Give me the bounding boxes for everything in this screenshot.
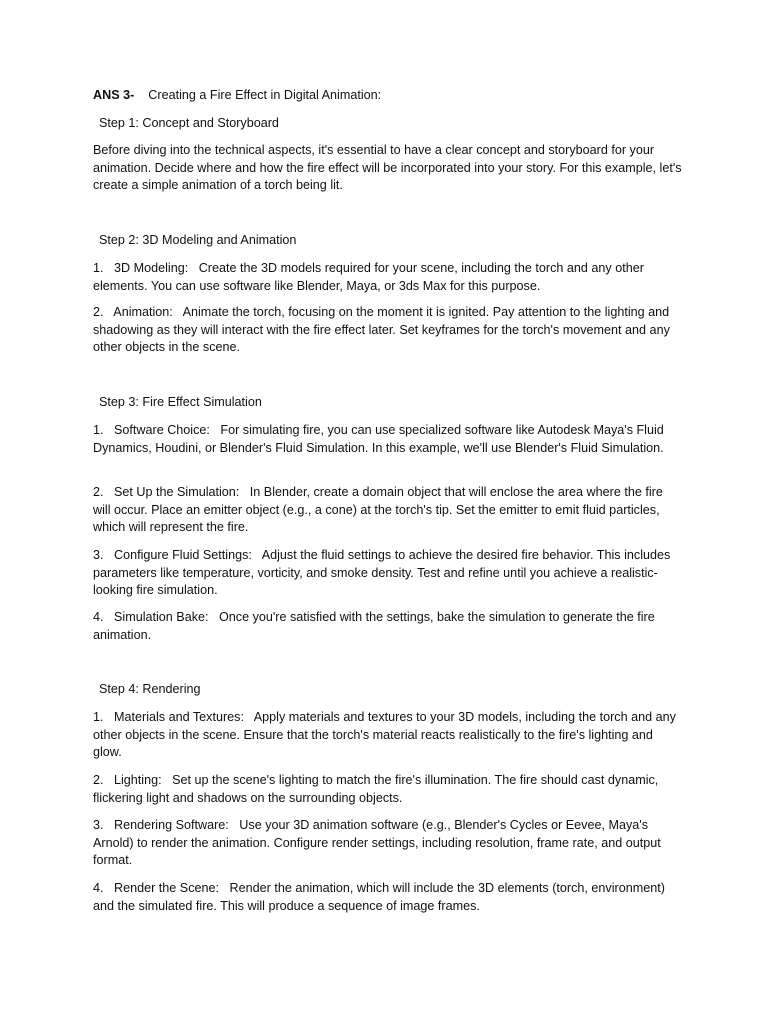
paragraph: 3. Rendering Software: Use your 3D animation software (e.g., Blender's Cycles or Eevee, Maya's Arnold) to render the animation. Configure render settings, including resolution, frame rate, and output format. <box>93 818 665 868</box>
step-heading: Step 2: 3D Modeling and Animation <box>99 233 297 247</box>
paragraph: 2. Animation: Animate the torch, focusing on the moment it is ignited. Pay attention to the lighting and shadowing as they will interact with the fire effect later. Set keyframes for the torch's movement and any other objects in the scene. <box>93 305 674 355</box>
step-heading: Step 4: Rendering <box>99 682 201 696</box>
answer-label: ANS 3- <box>93 88 135 102</box>
paragraph: 1. Materials and Textures: Apply materials and textures to your 3D models, including the torch and any other objects in the scene. Ensure that the torch's material reacts realistically to the fire's lighting and glow. <box>93 710 680 760</box>
paragraph: 1. 3D Modeling: Create the 3D models required for your scene, including the torch and any other elements. You can use software like Blender, Maya, or 3ds Max for this purpose. <box>93 261 648 293</box>
paragraph: 2. Set Up the Simulation: In Blender, create a domain object that will enclose the area where the fire will occur. Place an emitter object (e.g., a cone) at the torch's tip. Set the emitter to emit fluid particles, which will represent the fire. <box>93 485 667 535</box>
paragraph: 4. Simulation Bake: Once you're satisfied with the settings, bake the simulation to generate the fire animation. <box>93 610 659 642</box>
step-heading: Step 1: Concept and Storyboard <box>99 116 279 130</box>
paragraph: 1. Software Choice: For simulating fire, you can use specialized software like Autodesk Maya's Fluid Dynamics, Houdini, or Blender's Fluid Simulation. In this example, we'll use Blender's Fluid Simulation. <box>93 423 668 455</box>
paragraph: 2. Lighting: Set up the scene's lighting to match the fire's illumination. The fire should cast dynamic, flickering light and shadows on the surrounding objects. <box>93 773 662 805</box>
paragraph: 3. Configure Fluid Settings: Adjust the fluid settings to achieve the desired fire behavior. This includes parameters like temperature, vorticity, and smoke density. Test and refine until you achieve a realistic-looking fire simulation. <box>93 548 674 598</box>
answer-title: Creating a Fire Effect in Digital Animation: <box>148 88 382 102</box>
paragraph: Before diving into the technical aspects, it's essential to have a clear concept and storyboard for your animation. Decide where and how the fire effect will be incorporated into your story. For this example, let's create a simple animation of a torch being lit. <box>93 143 686 193</box>
paragraph: 4. Render the Scene: Render the animation, which will include the 3D elements (torch, environment) and the simulated fire. This will produce a sequence of image frames. <box>93 881 669 913</box>
answer-heading <box>93 87 381 105</box>
step-heading: Step 3: Fire Effect Simulation <box>99 395 262 409</box>
